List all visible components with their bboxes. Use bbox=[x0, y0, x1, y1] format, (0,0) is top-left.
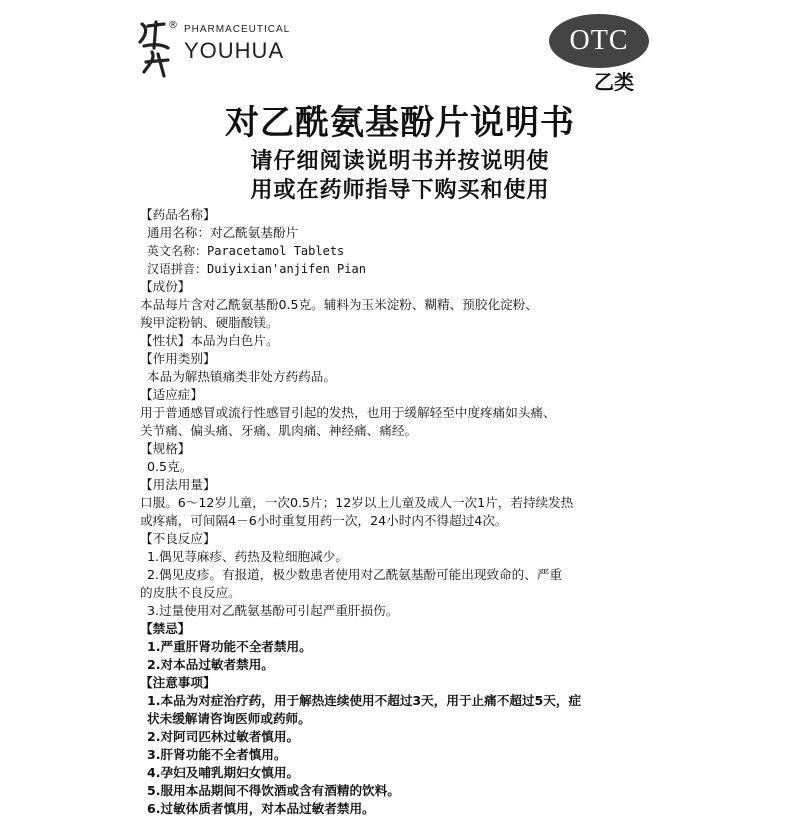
registered-mark: ® bbox=[168, 20, 178, 31]
otc-label: OTC bbox=[569, 25, 629, 56]
leaflet-content bbox=[140, 206, 670, 818]
brand-name: YOUHUA bbox=[184, 38, 285, 63]
section-heading-dosage: 【用法用量】 bbox=[140, 477, 216, 492]
precaution-item-2: 2.对阿司匹林过敏者慎用。 bbox=[147, 729, 300, 744]
precaution-item-1-line-1: 1.本品为对症治疗药，用于解热连续使用不超过3天，用于止痛不超过5天，症 bbox=[147, 693, 582, 708]
indications-line-2: 关节痛、偏头痛、牙痛、肌肉痛、神经痛、痛经。 bbox=[140, 423, 418, 438]
precaution-item-1-line-2: 状未缓解请咨询医师或药师。 bbox=[147, 711, 311, 726]
adverse-item-2-line-1: 2.偶见皮疹。有报道，极少数患者使用对乙酰氨基酚可能出现致命的、严重 bbox=[147, 567, 563, 582]
precaution-item-6: 6.过敏体质者慎用，对本品过敏者禁用。 bbox=[147, 801, 375, 816]
adverse-item-2-line-2: 的皮肤不良反应。 bbox=[140, 585, 241, 600]
section-heading-contraindications: 【禁忌】 bbox=[140, 621, 191, 636]
precaution-item-5: 5.服用本品期间不得饮酒或含有酒精的饮料。 bbox=[147, 783, 400, 798]
ingredients-line-2: 羧甲淀粉钠、硬脂酸镁。 bbox=[140, 315, 279, 330]
subtitle-line-1: 请仔细阅读说明书并按说明使 bbox=[250, 149, 550, 174]
document-title: 对乙酰氨基酚片说明书 bbox=[225, 103, 575, 143]
adverse-item-1: 1.偶见荨麻疹、药热及粒细胞减少。 bbox=[147, 549, 348, 564]
ingredients-line-1: 本品每片含对乙酰氨基酚0.5克。辅料为玉米淀粉、糊精、预胶化淀粉、 bbox=[140, 297, 538, 312]
adverse-item-3: 3.过量使用对乙酰氨基酚可引起严重肝损伤。 bbox=[147, 603, 399, 618]
section-heading-indications: 【适应症】 bbox=[140, 387, 203, 402]
section-heading-specification: 【规格】 bbox=[140, 441, 191, 456]
precaution-item-4: 4.孕妇及哺乳期妇女慎用。 bbox=[147, 765, 300, 780]
precaution-item-3: 3.肝肾功能不全者慎用。 bbox=[147, 747, 287, 762]
pinyin-name: 汉语拼音：Duiyixian'anjifen Pian bbox=[147, 262, 366, 276]
dosage-line-1: 口服。6～12岁儿童，一次0.5片；12岁以上儿童及成人一次1片，若持续发热 bbox=[140, 495, 574, 510]
section-heading-properties: 【性状】 bbox=[140, 333, 191, 348]
generic-name: 通用名称：对乙酰氨基酚片 bbox=[147, 225, 299, 240]
contraindication-item-2: 2.对本品过敏者禁用。 bbox=[147, 657, 274, 672]
section-heading-drug-name: 【药品名称】 bbox=[140, 207, 216, 222]
properties-text: 本品为白色片。 bbox=[190, 333, 279, 348]
subtitle-line-2: 用或在药师指导下购买和使用 bbox=[250, 178, 550, 203]
dosage-line-2: 或疼痛，可间隔4－6小时重复用药一次，24小时内不得超过4次。 bbox=[140, 513, 508, 528]
section-heading-precautions: 【注意事项】 bbox=[140, 675, 216, 690]
otc-class-label: 乙类 bbox=[594, 70, 634, 94]
specification-text: 0.5克。 bbox=[147, 459, 193, 474]
category-text: 本品为解热镇痛类非处方药药品。 bbox=[147, 369, 336, 384]
section-heading-adverse: 【不良反应】 bbox=[140, 531, 216, 546]
contraindication-item-1: 1.严重肝肾功能不全者禁用。 bbox=[147, 639, 312, 654]
indications-line-1: 用于普通感冒或流行性感冒引起的发热，也用于缓解轻至中度疼痛如头痛、 bbox=[140, 405, 556, 420]
otc-badge bbox=[549, 14, 649, 68]
section-heading-ingredients: 【成份】 bbox=[140, 279, 191, 294]
english-name: 英文名称：Paracetamol Tablets bbox=[147, 244, 345, 258]
properties-row bbox=[140, 332, 670, 350]
brand-subtitle: PHARMACEUTICAL bbox=[184, 24, 291, 35]
section-heading-category: 【作用类别】 bbox=[140, 351, 216, 366]
